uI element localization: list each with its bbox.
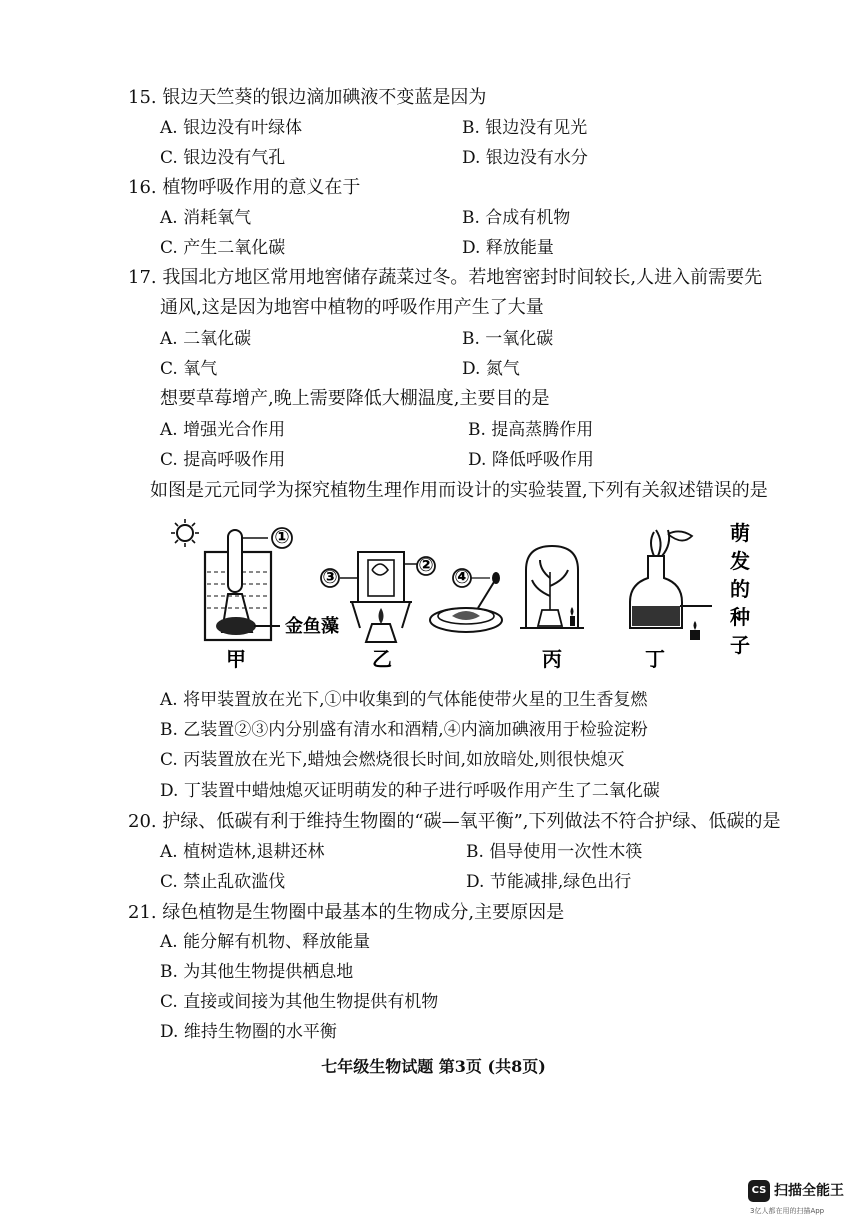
question-17 [128, 267, 762, 289]
option-c: C. 氧气 [160, 359, 218, 379]
option-d: D. 银边没有水分 [462, 148, 588, 168]
option-b: B. 一氧化碳 [462, 329, 554, 349]
option-d: D. 节能减排,绿色出行 [466, 872, 632, 892]
svg-text:萌: 萌 [730, 521, 750, 545]
caption-bing: 丙 [542, 647, 562, 671]
marker-3: ③ [322, 567, 338, 588]
question-20 [128, 811, 781, 833]
option-c: C. 提高呼吸作用 [160, 450, 286, 470]
option-a: A. 二氧化碳 [160, 329, 252, 349]
scanner-tagline: 3亿人都在用的扫描App [750, 1207, 825, 1215]
question-stem: 绿色植物是生物圈中最基本的生物成分,主要原因是 [162, 902, 565, 923]
apparatus-bing [520, 546, 584, 628]
question-21 [128, 902, 564, 924]
svg-text:的: 的 [730, 577, 750, 601]
page-footer: 七年级生物试题 第3页 (共8页) [321, 1057, 546, 1076]
option-c: C. 禁止乱砍滥伐 [160, 872, 286, 892]
question-stem: 我国北方地区常用地窖储存蔬菜过冬。若地窖密封时间较长,人进入前需要先 [162, 267, 763, 288]
caption-yi: 乙 [372, 647, 392, 671]
option-b: B. 倡导使用一次性木筷 [466, 842, 643, 862]
option-a: A. 将甲装置放在光下,①中收集到的气体能使带火星的卫生香复燃 [160, 690, 648, 710]
option-c: C. 银边没有气孔 [160, 148, 286, 168]
option-b: B. 合成有机物 [462, 208, 571, 228]
question-15 [128, 87, 486, 109]
experiment-figure [160, 516, 760, 676]
question-number: 21. [128, 902, 157, 923]
svg-text:发: 发 [730, 549, 750, 573]
question-stem: 想要草莓增产,晚上需要降低大棚温度,主要目的是 [160, 388, 550, 409]
apparatus-ding [630, 530, 712, 640]
question-16 [128, 177, 360, 199]
marker-4: ④ [454, 567, 470, 588]
option-a: A. 能分解有机物、释放能量 [160, 932, 371, 952]
option-c: C. 直接或间接为其他生物提供有机物 [160, 992, 439, 1012]
option-d: D. 丁装置中蜡烛熄灭证明萌发的种子进行呼吸作用产生了二氧化碳 [160, 781, 660, 801]
option-a: A. 植树造林,退耕还林 [160, 842, 325, 862]
svg-text:子: 子 [730, 633, 750, 657]
caption-ding: 丁 [645, 647, 665, 671]
option-a: A. 消耗氧气 [160, 208, 252, 228]
option-a: A. 银边没有叶绿体 [160, 118, 303, 138]
scanner-app-name: 扫描全能王 [774, 1183, 844, 1199]
option-d: D. 氮气 [462, 359, 520, 379]
question-stem: 如图是元元同学为探究植物生理作用而设计的实验装置,下列有关叙述错误的是 [150, 480, 768, 501]
question-stem-continued: 通风,这是因为地窖中植物的呼吸作用产生了大量 [160, 297, 544, 318]
scanner-watermark [746, 1178, 864, 1224]
option-c: C. 产生二氧化碳 [160, 238, 286, 258]
caption-jia: 甲 [226, 647, 246, 671]
option-a: A. 增强光合作用 [160, 420, 286, 440]
question-number: 17. [128, 267, 157, 288]
question-number: 15. [128, 87, 157, 108]
option-b: B. 提高蒸腾作用 [468, 420, 594, 440]
svg-text:种: 种 [730, 605, 750, 629]
marker-1: ① [274, 527, 290, 548]
question-19 [150, 480, 768, 502]
question-stem: 护绿、低碳有利于维持生物圈的“碳—氧平衡”,下列做法不符合护绿、低碳的是 [162, 811, 781, 832]
question-stem: 银边天竺葵的银边滴加碘液不变蓝是因为 [162, 87, 487, 108]
question-18 [160, 388, 549, 410]
question-stem: 植物呼吸作用的意义在于 [162, 177, 361, 198]
cs-logo-icon: CS [748, 1180, 770, 1202]
option-c: C. 丙装置放在光下,蜡烛会燃烧很长时间,如放暗处,则很快熄灭 [160, 750, 625, 770]
question-number: 20. [128, 811, 157, 832]
option-b: B. 为其他生物提供栖息地 [160, 962, 354, 982]
option-b: B. 乙装置②③内分别盛有清水和酒精,④内滴加碘液用于检验淀粉 [160, 720, 648, 740]
marker-2: ② [418, 555, 434, 576]
sun-icon [171, 519, 199, 547]
option-d: D. 维持生物圈的水平衡 [160, 1022, 337, 1042]
option-b: B. 银边没有见光 [462, 118, 588, 138]
option-d: D. 释放能量 [462, 238, 554, 258]
pondweed-label: 金鱼藻 [285, 616, 339, 637]
question-number: 16. [128, 177, 157, 198]
option-d: D. 降低呼吸作用 [468, 450, 594, 470]
seed-label [729, 521, 750, 657]
